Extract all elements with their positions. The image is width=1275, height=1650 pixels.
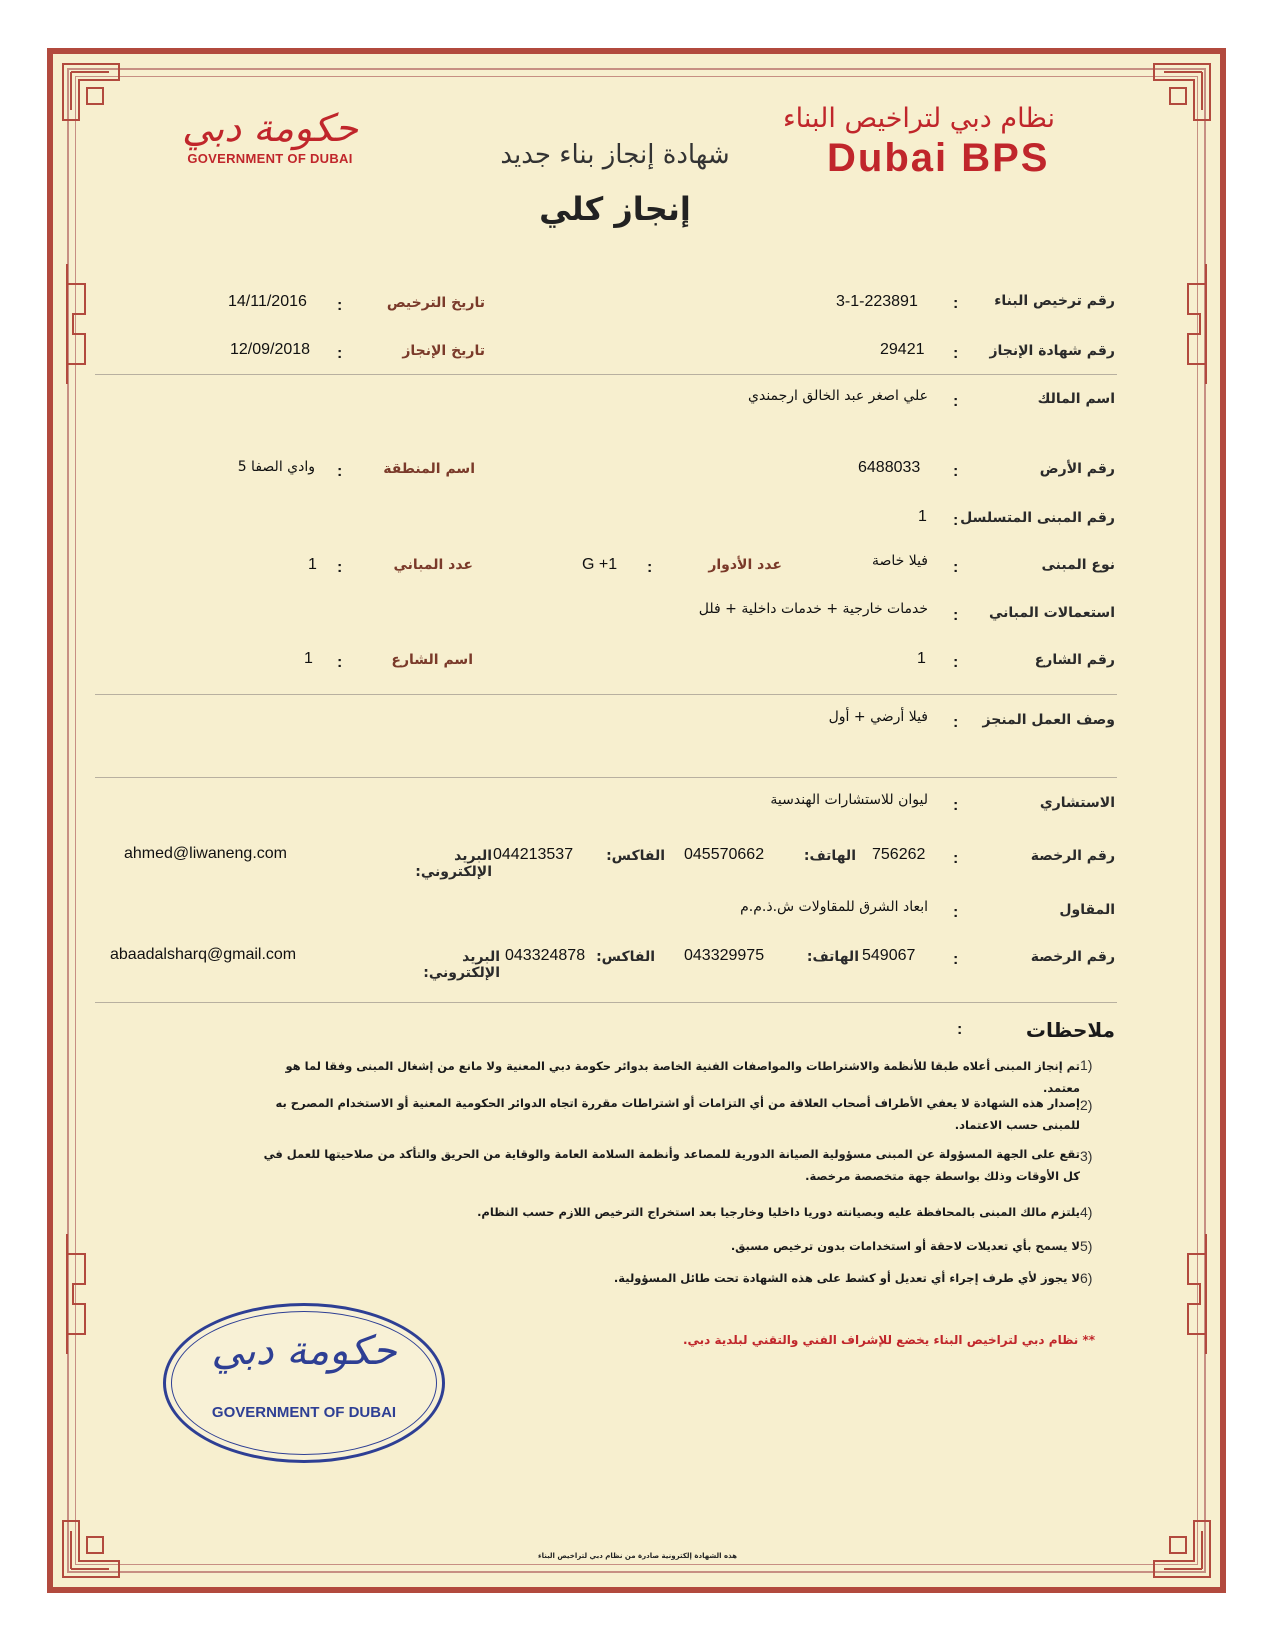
government-stamp [163, 1303, 445, 1463]
plot-label: رقم الأرض [1039, 461, 1115, 477]
uses-value: خدمات خارجية + خدمات داخلية + فلل [698, 601, 928, 617]
colon: : [337, 559, 343, 576]
colon: : [337, 654, 343, 671]
consultant-phone-label: الهاتف: [803, 848, 856, 864]
corner-ornament-icon [1144, 60, 1214, 130]
colon: : [647, 559, 653, 576]
permit-no-label: رقم ترخيص البناء [994, 293, 1115, 309]
colon: : [953, 463, 959, 480]
certificate-title: شهادة إنجاز بناء جديد [500, 140, 730, 170]
note-text: تقع على الجهة المسؤولة عن المبنى مسؤولية الصيانة الدورية للمصاعد وأنظمة السلامة العامة والوقاية من الحريق والتأكد من صلاحيتها للعمل في كل الأوقات وذلك بواسطة جهة متخصصة مرخصة. [263, 1147, 1080, 1183]
building-serial-label: رقم المبنى المتسلسل [960, 510, 1115, 526]
supervision-note: ** نظام دبي لتراخيص البناء يخضع للإشراف الفني والتقني لبلدية دبي. [682, 1333, 1095, 1347]
dubai-bps-logo: Dubai BPS [827, 136, 1050, 180]
completion-date-value: 12/09/2018 [230, 341, 311, 358]
completion-date-label: تاريخ الإنجاز [402, 343, 485, 359]
cert-no-label: رقم شهادة الإنجاز [989, 343, 1115, 359]
colon: : [953, 345, 959, 362]
side-ornament-icon [61, 1234, 91, 1354]
corner-ornament-icon [59, 1511, 129, 1581]
contractor-phone-label: الهاتف: [806, 949, 859, 965]
notes-title: ملاحظات [1025, 1018, 1115, 1042]
divider [95, 694, 1117, 695]
street-no-label: رقم الشارع [1034, 652, 1115, 668]
building-serial-value: 1 [918, 508, 927, 525]
building-type-label: نوع المبنى [1041, 557, 1115, 573]
buildings-count-value: 1 [308, 556, 317, 573]
side-ornament-icon [61, 264, 91, 384]
corner-ornament-icon [1144, 1511, 1214, 1581]
colon: : [953, 654, 959, 671]
contractor-email-label: البريد الإلكتروني: [423, 949, 500, 981]
colon: : [953, 714, 959, 731]
colon: : [337, 463, 343, 480]
note-text: لا يجوز لأي طرف إجراء أي تعديل أو كشط على هذه الشهادة تحت طائل المسؤولية. [613, 1271, 1080, 1285]
consultant-label: الاستشاري [1039, 795, 1115, 811]
note-number: 3) [1080, 1148, 1093, 1164]
note-number: 5) [1080, 1238, 1093, 1254]
street-name-value: 1 [304, 650, 313, 667]
note-text: يلتزم مالك المبنى بالمحافظة عليه وبصيانته دوريا داخليا وخارجيا بعد استخراج الترخيص اللازم حسب النظام. [477, 1205, 1080, 1219]
colon: : [337, 297, 343, 314]
area-value: وادي الصفا 5 [237, 459, 315, 475]
contractor-license-value: 549067 [862, 947, 916, 964]
contractor-fax-value: 043324878 [505, 947, 586, 964]
building-type-value: فيلا خاصة [871, 553, 928, 569]
consultant-license-value: 756262 [872, 846, 926, 863]
divider [95, 1002, 1117, 1003]
uses-label: استعمالات المباني [988, 605, 1115, 621]
contractor-license-label: رقم الرخصة [1030, 949, 1115, 965]
buildings-count-label: عدد المباني [393, 557, 473, 573]
consultant-email-label: البريد الإلكتروني: [415, 848, 492, 880]
work-desc-label: وصف العمل المنجز [982, 712, 1115, 728]
stamp-arabic: حكومة دبي [211, 1328, 397, 1374]
side-ornament-icon [1182, 264, 1212, 384]
colon: : [957, 1021, 963, 1038]
colon: : [953, 512, 959, 529]
contractor-label: المقاول [1059, 902, 1115, 918]
divider [95, 777, 1117, 778]
colon: : [953, 559, 959, 576]
consultant-phone-value: 045570662 [684, 846, 765, 863]
permit-date-value: 14/11/2016 [228, 293, 307, 310]
owner-value: علي اصغر عبد الخالق ارجمندي [748, 388, 928, 404]
note-text: لا يسمح بأي تعديلات لاحقة أو استخدامات بدون ترخيص مسبق. [730, 1239, 1080, 1253]
contractor-phone-value: 043329975 [684, 947, 765, 964]
note-text: إصدار هذه الشهادة لا يعفي الأطراف أصحاب العلاقة من أي التزامات أو اشتراطات مقررة اتجاه الدوائر الحكومية المعنية أو الاستخدام المصرح به للمبنى حسب الاعتماد. [275, 1096, 1080, 1132]
certificate-subtitle: إنجاز كلي [539, 190, 691, 228]
divider [95, 374, 1117, 375]
colon: : [337, 345, 343, 362]
colon: : [953, 951, 959, 968]
consultant-fax-label: الفاكس: [606, 848, 665, 864]
dubai-bps-arabic: نظام دبي لتراخيص البناء [782, 103, 1055, 134]
permit-date-label: تاريخ الترخيص [386, 295, 485, 311]
floors-value: G +1 [582, 556, 618, 573]
footer-note: هذه الشهادة إلكترونية صادرة من نظام دبي لتراخيص البناء [538, 1552, 737, 1560]
owner-label: اسم المالك [1037, 391, 1115, 407]
colon: : [953, 850, 959, 867]
work-desc-value: فيلا أرضي + أول [828, 709, 928, 725]
plot-value: 6488033 [858, 459, 921, 476]
street-name-label: اسم الشارع [391, 652, 473, 668]
colon: : [953, 393, 959, 410]
colon: : [953, 904, 959, 921]
contractor-fax-label: الفاكس: [596, 949, 655, 965]
street-no-value: 1 [917, 650, 926, 667]
gov-logo-arabic: حكومة دبي [181, 106, 359, 150]
corner-ornament-icon [59, 60, 129, 130]
floors-label: عدد الأدوار [708, 557, 782, 573]
cert-no-value: 29421 [880, 341, 925, 358]
side-ornament-icon [1182, 1234, 1212, 1354]
permit-no-value: 3-1-223891 [836, 293, 918, 310]
colon: : [953, 295, 959, 312]
consultant-name: ليوان للاستشارات الهندسية [770, 792, 928, 808]
consultant-email-value: ahmed@liwaneng.com [124, 845, 287, 862]
contractor-email-value: abaadalsharq@gmail.com [110, 946, 297, 963]
stamp-english: GOVERNMENT OF DUBAI [211, 1404, 397, 1421]
colon: : [953, 607, 959, 624]
government-of-dubai-logo [175, 105, 365, 180]
note-number: 6) [1080, 1270, 1093, 1286]
colon: : [953, 797, 959, 814]
note-number: 2) [1080, 1097, 1093, 1113]
consultant-license-label: رقم الرخصة [1030, 848, 1115, 864]
contractor-name: ابعاد الشرق للمقاولات ش.ذ.م.م [740, 899, 928, 915]
consultant-fax-value: 044213537 [493, 846, 574, 863]
note-number: 1) [1080, 1057, 1093, 1073]
area-label: اسم المنطقة [383, 461, 475, 477]
note-text: تم إنجاز المبنى أعلاه طبقا للأنظمة والاشتراطات والمواصفات الفنية الخاصة بدوائر حكومة دبي المعنية ولا مانع من إشغال المبنى وفقا لما هو معتمد. [285, 1059, 1080, 1095]
gov-logo-english: GOVERNMENT OF DUBAI [187, 151, 353, 166]
note-number: 4) [1080, 1204, 1093, 1220]
